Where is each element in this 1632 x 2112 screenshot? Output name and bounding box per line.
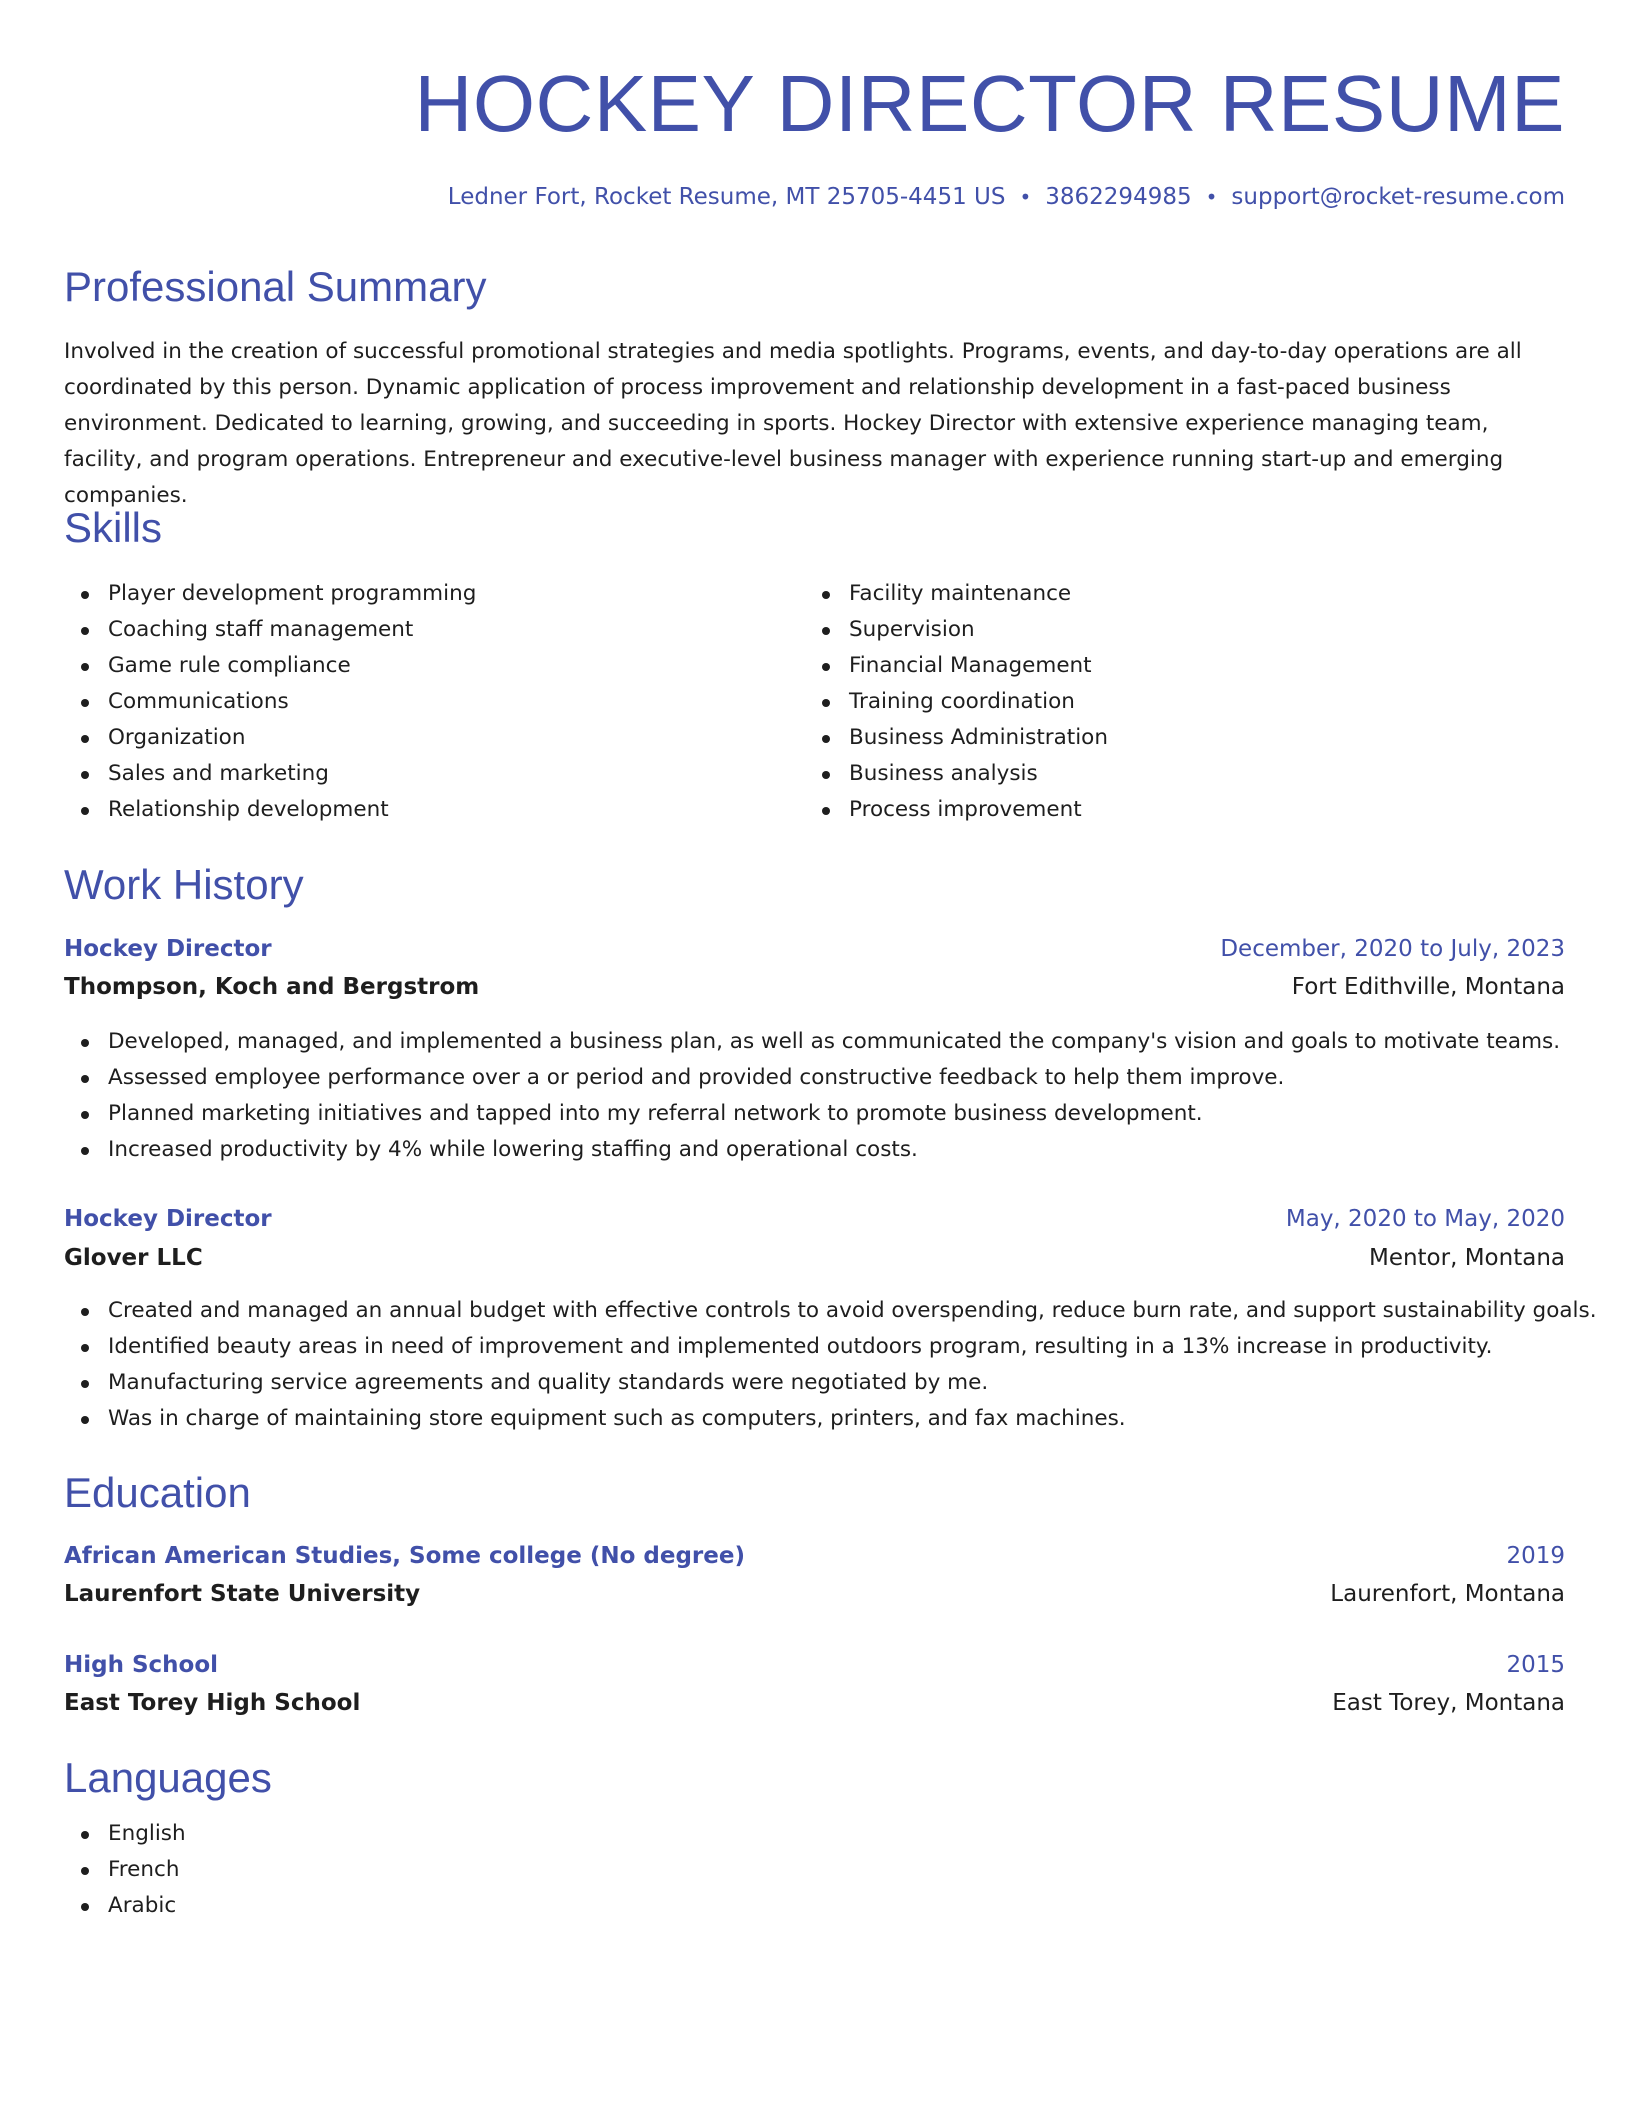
contact-separator: • — [1019, 185, 1032, 209]
job-location: Fort Edithville, Montana — [1291, 974, 1565, 1000]
education-degree: African American Studies, Some college (No degree) — [64, 1543, 745, 1569]
skill-item: Facility maintenance — [805, 576, 1108, 612]
education-school-row — [64, 1684, 1565, 1722]
language-item: Arabic — [64, 1888, 186, 1924]
contact-email: support@rocket-resume.com — [1231, 184, 1565, 210]
job-bullets — [64, 1024, 1560, 1168]
job-company: Thompson, Koch and Bergstrom — [64, 974, 480, 1000]
job-bullet: Developed, managed, and implemented a business plan, as well as communicated the company's vision and goals to motivate teams. — [64, 1024, 1560, 1060]
skill-item: Supervision — [805, 612, 1108, 648]
job-title: Hockey Director — [64, 1206, 272, 1232]
job-location: Mentor, Montana — [1368, 1245, 1565, 1271]
job-bullet: Increased productivity by 4% while lowering staffing and operational costs. — [64, 1132, 1560, 1168]
skill-item: Business analysis — [805, 756, 1108, 792]
skill-item: Coaching staff management — [64, 612, 476, 648]
education-location: Laurenfort, Montana — [1330, 1581, 1565, 1607]
job-bullet: Assessed employee performance over a or period and provided constructive feedback to help them improve. — [64, 1060, 1560, 1096]
education-school: Laurenfort State University — [64, 1581, 421, 1607]
job-company: Glover LLC — [64, 1245, 203, 1271]
skill-item: Process improvement — [805, 792, 1108, 828]
education-school-row — [64, 1575, 1565, 1613]
contact-phone: 3862294985 — [1045, 184, 1192, 210]
skill-item: Sales and marketing — [64, 756, 476, 792]
job-company-row — [64, 968, 1565, 1006]
languages-heading: Languages — [64, 1754, 272, 1801]
job-bullet: Was in charge of maintaining store equipment such as computers, printers, and fax machines. — [64, 1401, 1597, 1437]
skill-item: Business Administration — [805, 720, 1108, 756]
job-bullet: Identified beauty areas in need of improvement and implemented outdoors program, resulting in a 13% increase in productivity. — [64, 1329, 1597, 1365]
skill-item: Relationship development — [64, 792, 476, 828]
job-title: Hockey Director — [64, 936, 272, 962]
education-year: 2015 — [1506, 1652, 1565, 1678]
education-year: 2019 — [1506, 1543, 1565, 1569]
resume-title: HOCKEY DIRECTOR RESUME — [414, 59, 1565, 148]
languages-list — [64, 1816, 186, 1924]
job-header — [64, 930, 1565, 968]
job-dates: December, 2020 to July, 2023 — [1220, 936, 1565, 962]
work-history-heading: Work History — [64, 861, 304, 908]
contact-separator: • — [1205, 185, 1218, 209]
job-header — [64, 1200, 1565, 1238]
job-company-row — [64, 1239, 1565, 1277]
skill-item: Financial Management — [805, 648, 1108, 684]
summary-text: Involved in the creation of successful promotional strategies and media spotlights. Programs, events, and day-to-day operations are all coordinated by this person. Dynamic application of process improvement and relationship development in a fast-paced business environment. Dedicated to learning, growing, and succeeding in sports. Hockey Director with extensive experience managing team, facility, and program operations. Entrepreneur and executive-level business manager with experience running start-up and emerging companies. — [64, 339, 1522, 508]
skill-item: Organization — [64, 720, 476, 756]
skill-item: Training coordination — [805, 684, 1108, 720]
job-bullet: Planned marketing initiatives and tapped into my referral network to promote business development. — [64, 1096, 1560, 1132]
skills-heading: Skills — [64, 504, 163, 551]
skills-list-right — [805, 576, 1108, 828]
job-bullet: Manufacturing service agreements and quality standards were negotiated by me. — [64, 1365, 1597, 1401]
skill-item: Player development programming — [64, 576, 476, 612]
skill-item: Communications — [64, 684, 476, 720]
language-item: French — [64, 1852, 186, 1888]
education-location: East Torey, Montana — [1332, 1690, 1565, 1716]
contact-address: Ledner Fort, Rocket Resume, MT 25705-4451 US — [447, 184, 1006, 210]
education-school: East Torey High School — [64, 1690, 361, 1716]
language-item: English — [64, 1816, 186, 1852]
education-heading: Education — [64, 1469, 251, 1516]
education-header — [64, 1646, 1565, 1684]
summary-heading: Professional Summary — [64, 263, 487, 310]
contact-line — [448, 180, 1565, 214]
education-header — [64, 1537, 1565, 1575]
skill-item: Game rule compliance — [64, 648, 476, 684]
job-bullet: Created and managed an annual budget with effective controls to avoid overspending, reduce burn rate, and support sustainability goals. — [64, 1293, 1597, 1329]
job-dates: May, 2020 to May, 2020 — [1285, 1206, 1565, 1232]
skills-list-left — [64, 576, 476, 828]
education-degree: High School — [64, 1652, 219, 1678]
job-bullets — [64, 1293, 1597, 1437]
